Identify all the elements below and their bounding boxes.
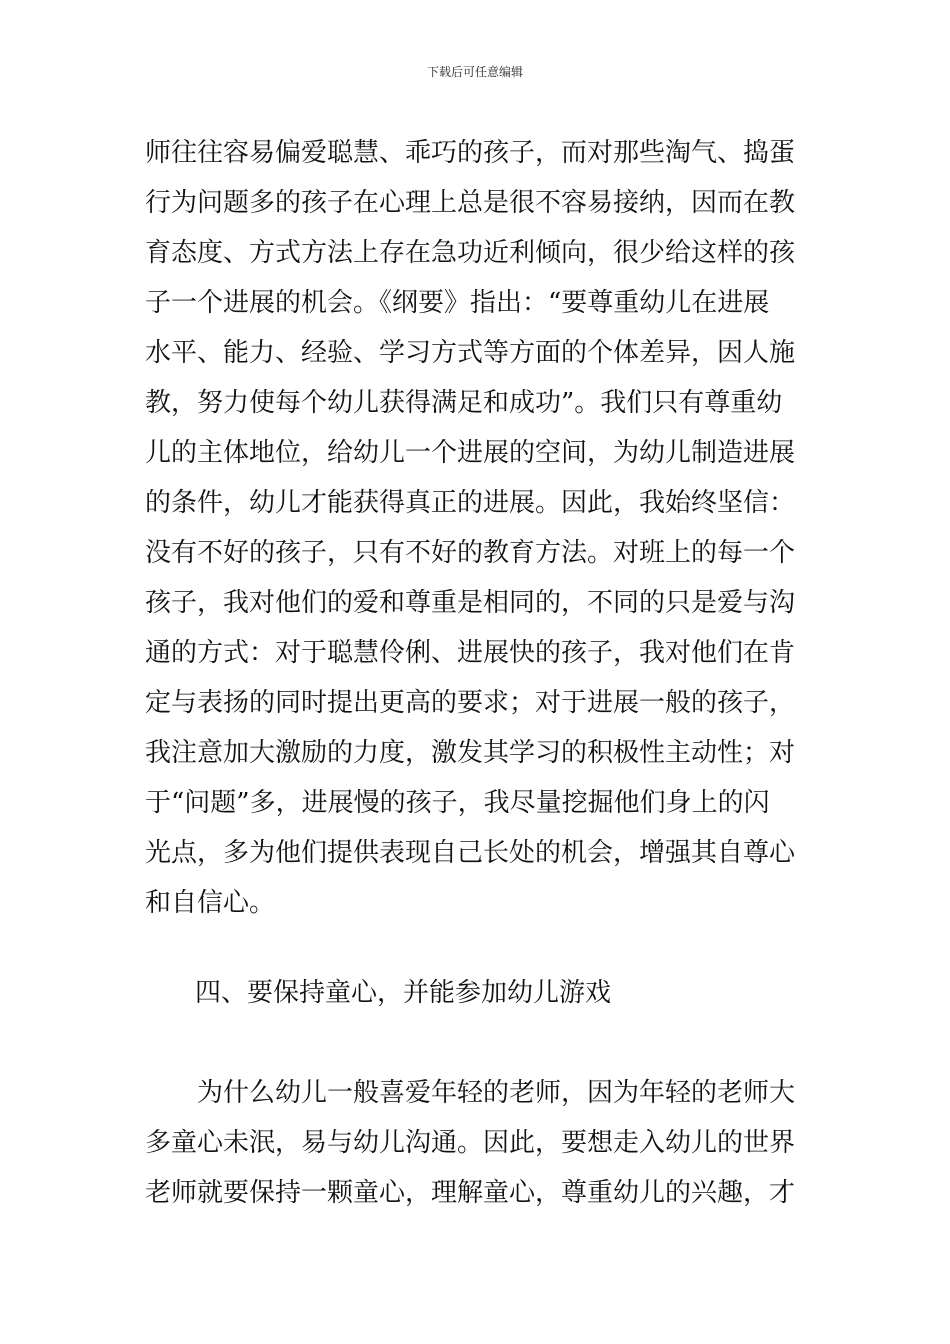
paragraph-line: 没有不好的孩子，只有不好的教育方法。对班上的每一个 [145, 538, 796, 568]
paragraph-line: 老师就要保持一颗童心，理解童心，尊重幼儿的兴趣，才 [145, 1178, 796, 1208]
paragraph-line: 行为问题多的孩子在心理上总是很不容易接纳，因而在教 [145, 188, 796, 218]
paragraph-line: 定与表扬的同时提出更高的要求；对于进展一般的孩子， [145, 688, 796, 718]
paragraph-line: 于“问题”多，进展慢的孩子，我尽量挖掘他们身上的闪 [145, 788, 770, 818]
paragraph-line: 为什么幼儿一般喜爱年轻的老师，因为年轻的老师大 [197, 1078, 796, 1108]
paragraph-line: 的条件，幼儿才能获得真正的进展。因此，我始终坚信： [145, 488, 796, 518]
paragraph-line: 多童心未泯，易与幼儿沟通。因此，要想走入幼儿的世界 [145, 1128, 796, 1158]
paragraph-line: 水平、能力、经验、学习方式等方面的个体差异，因人施 [145, 338, 796, 368]
paragraph-line: 子一个进展的机会。《纲要》指出：“要尊重幼儿在进展 [145, 288, 770, 318]
paragraph-line: 通的方式：对于聪慧伶俐、进展快的孩子，我对他们在肯 [145, 638, 796, 668]
section-heading: 四、要保持童心，并能参加幼儿游戏 [195, 978, 612, 1008]
paragraph-line: 儿的主体地位，给幼儿一个进展的空间，为幼儿制造进展 [145, 438, 796, 468]
paragraph-1 [145, 128, 810, 928]
paragraph-line: 光点，多为他们提供表现自己长处的机会，增强其自尊心 [145, 838, 796, 868]
paragraph-line: 我注意加大激励的力度，激发其学习的积极性主动性；对 [145, 738, 796, 768]
page-header: 下载后可任意编辑 [426, 65, 523, 79]
paragraph-line: 师往往容易偏爱聪慧、乖巧的孩子，而对那些淘气、捣蛋 [145, 138, 796, 168]
paragraph-line: 孩子，我对他们的爱和尊重是相同的，不同的只是爱与沟 [145, 588, 796, 618]
paragraph-line: 和自信心。 [145, 888, 276, 918]
paragraph-2 [145, 1068, 810, 1218]
paragraph-line: 教，努力使每个幼儿获得满足和成功”。我们只有尊重幼 [145, 388, 783, 418]
paragraph-line: 育态度、方式方法上存在急功近利倾向，很少给这样的孩 [145, 238, 796, 268]
